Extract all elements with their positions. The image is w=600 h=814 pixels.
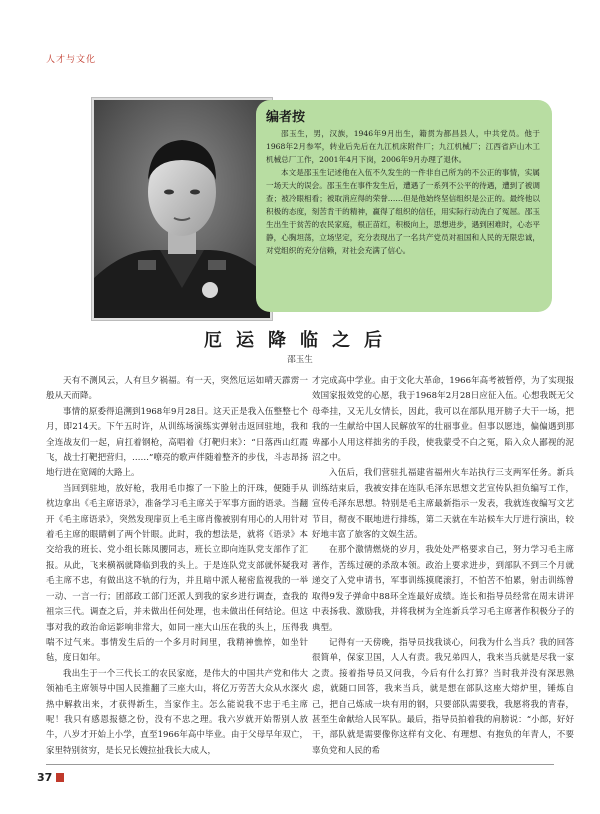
page-number-marker — [56, 773, 64, 782]
editor-note-paragraph: 邵玉生，男，汉族，1946年9月出生，籍贯为都昌县人，中共党员。他于1968年2月参军，转业后先后在九江机床附件厂；九江机械厂；江西省庐山木工机械总厂工作，2001年4月下岗，2006年9月办理了退休。 — [266, 129, 540, 164]
article-paragraph: 我出生于一个三代长工的农民家庭，是伟大的中国共产党和伟大领袖毛主席领导中国人民推翻了三座大山，将亿万劳苦大众从水深火热中解救出来，才获得新生，当家作主。怎么能说我不忠于毛主席呢！我只有感恩报德之份，没有不忠之理。我六岁就开始帮别人放牛，八岁才开始上小学，直至1966年高中毕业。由于父母早年双亡，家里特别贫穷，是长兄长嫂拉扯我长大成人， — [46, 668, 308, 756]
article-paragraph: 入伍后，我们营驻扎福建省福州火车站执行三支两军任务。新兵训练结束后，我被安排在连队毛泽东思想文艺宣传队担负编写工作，宣传毛泽东思想。特别是毛主席最新指示一发表，我就连夜编写文艺节目，彻夜不眠地进行排练，第二天就在车站候车大厅进行演出，较好地丰富了旅客的文娱生活。 — [312, 468, 574, 541]
page-number: 37 — [37, 771, 53, 784]
article-paragraph: 在那个激情燃烧的岁月，我处处严格要求自己，努力学习毛主席著作，苦练过硬的杀敌本领。政治上要求进步，到部队不到三个月就递交了入党申请书，军事训练摸爬滚打，不怕苦不怕累，射击训练曾取得9发子弹命中88环全连最好成绩。连长和指导员经常在周末讲评中表扬我、激励我，并将我树为全连新兵学习毛主席著作积极分子的典型。 — [312, 545, 574, 633]
article-column-left — [46, 374, 308, 759]
editor-note-title: 编者按 — [266, 110, 306, 125]
article-paragraph: 记得有一天傍晚，指导员找我谈心，问我为什么当兵？我的回答很简单，保家卫国，人人有责。我兄弟四人，我来当兵就是尽我一家之责。接着指导员又问我，今后有什么打算？当时我并没有深思熟虑，就随口回答，我来当兵，就是想在部队这座大熔炉里，锤炼自己，把自己炼成一块有用的钢，只要部队需要我，我愿将我的青春，甚至生命献给人民军队。最后，指导员拍着我的肩膀说：“小郎，好好干，部队就是需要像你这样有文化、有理想、有抱负的年青人，不要辜负党和人民的希 — [312, 637, 574, 756]
editor-note-box — [256, 100, 552, 312]
author-portrait-photo — [92, 98, 272, 320]
article-author: 邵玉生 — [287, 355, 313, 365]
article-paragraph: 事情的原委得追溯到1968年9月28日。这天正是我入伍整整七个月，即214天。下午五时许，从训练场演练实弹射击返回驻地，我和全连战友们一起，肩扛着钢枪，高唱着《打靶归来》：“日落西山红霞飞，战士打靶把营归，……”嘹亮的歌声伴随着整齐的步伐，斗志昂扬地行进在宽阔的大路上。 — [46, 406, 308, 479]
portrait-illustration — [94, 100, 270, 318]
footer-divider — [46, 764, 554, 765]
article-paragraph: 当回到驻地，放好枪，我用毛巾擦了一下脸上的汗珠，便随手从枕边拿出《毛主席语录》，准备学习毛主席关于军事方面的语录。当翻开《毛主席语录》，突然发现扉页上毛主席肖像被别有用心的人用针对着毛主席的眼睛刺了两个针眼。此时，我的想法是，就将《语录》本交给我的班长、党小组长陈凤腰同志，班长立即向连队党支部作了汇报。从此，飞来横祸就降临到我的头上。于是连队党支部就怀疑我对毛主席不忠，有做出这不轨的行为，并且暗中派人秘密监视我的一举一动、一言一行；团部政工部门还派人到我的家乡进行调查，查我的祖宗三代。调查之后，并未做出任何处理，也未做出任何结论。但这事对我的政治命运影响非常大，如同一座大山压在我的头上，压得我喘不过气来。事情发生后的一个多月时间里，我精神憔悴，如坐针毡，度日如年。 — [46, 483, 308, 664]
magazine-logo: 人才与文化 — [46, 55, 97, 65]
article-column-right — [312, 374, 574, 759]
article-title: 厄运降临之后 — [204, 330, 396, 351]
article-paragraph: 天有不测风云，人有旦夕祸福。有一天，突然厄运如晴天霹雳一般从天而降。 — [46, 376, 308, 402]
article-paragraph: 才完成高中学业。由于文化大革命，1966年高考被暂停，为了实现报效国家报效党的心愿，我于1968年2月28日应征入伍。心想我既无父母牵挂，又无儿女情长，因此，我可以在部队甩开膀子大干一场，把我的一生献给中国人民解放军的壮丽事业。但事以愿违，偏偏遇到那卑鄙小人用这样拙劣的手段，使我蒙受不白之冤，陷入众人鄙视的泥沼之中。 — [312, 376, 574, 464]
editor-note-paragraph: 本文是邵玉生记述他在入伍不久发生的一件非自己所为的不公正的事情，实属一场天大的误会。邵玉生在事件发生后，遭遇了一系列不公平的待遇，遭到了被调查；被冷眼相看；被取消应得的荣誉……但是他始终坚信组织是公正的。最终他以积极的态度，刻苦肯干的精神，赢得了组织的信任，用实际行动洗白了冤屈。邵玉生出生于贫苦的农民家庭，根正苗红，积极向上，思想进步，遇到困难时，心态平静，心胸坦荡，立场坚定，充分表现出了一名共产党员对祖国和人民的无限忠诚，对党组织的充分信赖，对社会充满了信心。 — [266, 168, 540, 255]
